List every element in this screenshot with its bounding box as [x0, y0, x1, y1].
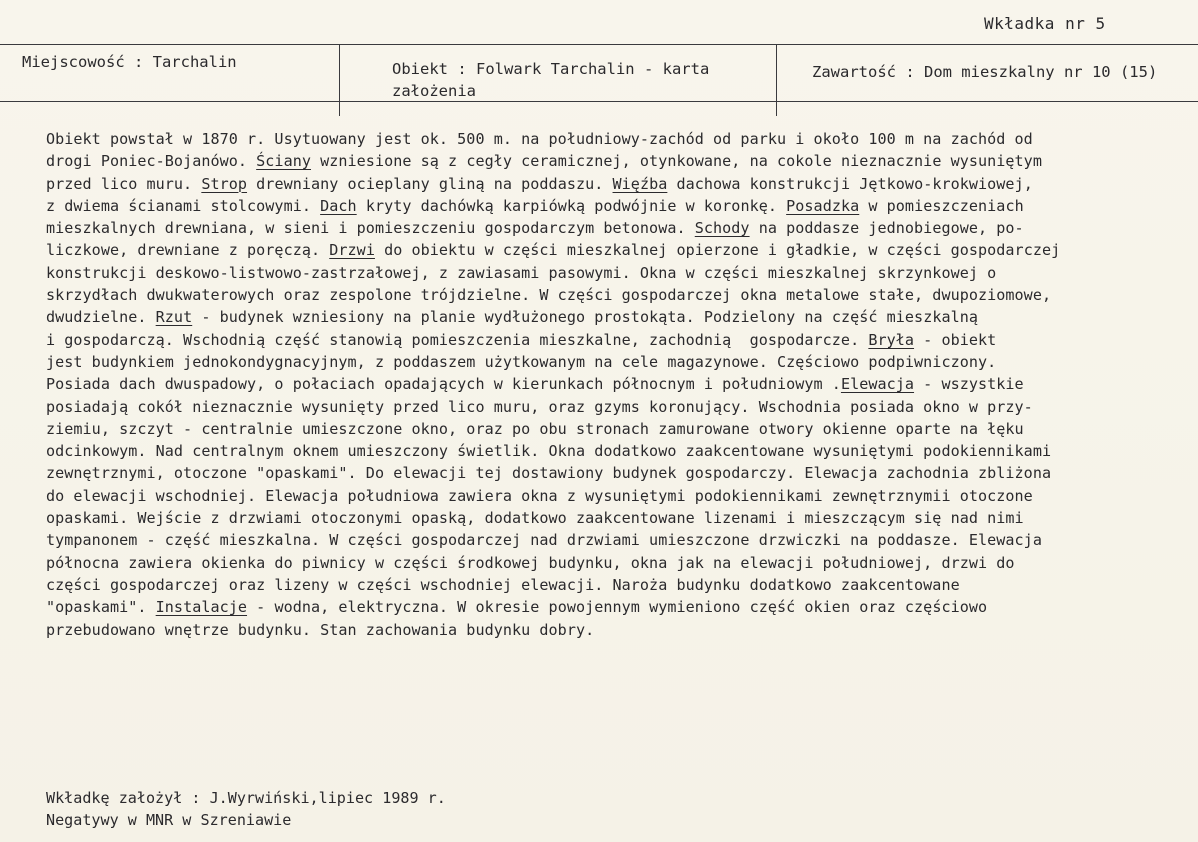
text-segment: posiadają cokół nieznacznie wysunięty przed lico muru, oraz gzyms koronujący. Wschodnia posiada okno w przy- [46, 397, 1033, 416]
text-segment: Posiada dach dwuspadowy, o połaciach opadających w kierunkach północnym i południowym . [46, 375, 841, 394]
text-line [46, 284, 1186, 306]
text-segment: "opaskami". [46, 598, 156, 617]
text-line [46, 574, 1186, 596]
footer-author: Wkładkę założył : J.Wyrwiński,lipiec 1989 r. [46, 789, 446, 807]
text-line [46, 351, 1186, 373]
keyword-underlined: Posadzka [786, 196, 860, 215]
header-object [392, 58, 709, 102]
text-segment: przed lico muru. [46, 174, 202, 193]
text-segment: dwudzielne. [46, 308, 156, 327]
text-segment: w pomieszczeniach [859, 196, 1024, 215]
header-divider-left [339, 44, 340, 116]
header-top-rule [0, 44, 1198, 45]
text-segment: jest budynkiem jednokondygnacyjnym, z poddaszem użytkowanym na cele magazynowe. Częściowo podpiwniczony. [46, 352, 997, 371]
text-segment: drewniany ocieplany gliną na poddaszu. [247, 174, 613, 193]
text-line [46, 195, 1186, 217]
text-line [46, 529, 1186, 551]
header-object-line2: założenia [392, 82, 476, 100]
text-line [46, 329, 1186, 351]
text-line [46, 462, 1186, 484]
text-line [46, 507, 1186, 529]
insert-number: Wkładka nr 5 [984, 14, 1106, 33]
keyword-underlined: Drzwi [329, 241, 375, 260]
keyword-underlined: Instalacje [155, 598, 248, 617]
keyword-underlined: Schody [694, 219, 750, 238]
text-segment: części gospodarczej oraz lizeny w części wschodniej elewacji. Naroża budynku dodatkowo zaakcentowane [46, 575, 960, 594]
keyword-underlined: Rzut [155, 308, 193, 327]
text-segment: liczkowe, drewniane z poręczą. [46, 241, 330, 260]
text-line [46, 440, 1186, 462]
text-segment: - wszystkie [914, 375, 1024, 394]
text-line [46, 596, 1186, 618]
text-line [46, 373, 1186, 395]
keyword-underlined: Strop [201, 174, 248, 193]
text-line [46, 306, 1186, 328]
footer-negatives: Negatywy w MNR w Szreniawie [46, 811, 292, 829]
text-line [46, 262, 1186, 284]
text-segment: zewnętrznymi, otoczone "opaskami". Do elewacji tej dostawiony budynek gospodarczy. Elewacja zachodnia zbliżona [46, 464, 1052, 483]
text-line [46, 128, 1186, 150]
text-line [46, 217, 1186, 239]
header-object-line1: Obiekt : Folwark Tarchalin - karta [392, 60, 710, 78]
keyword-underlined: Ściany [256, 152, 311, 171]
text-segment: - wodna, elektryczna. W okresie powojennym wymieniono część okien oraz częściowo [247, 598, 988, 617]
text-line [46, 619, 1186, 641]
keyword-underlined: Dach [320, 196, 357, 215]
text-segment: tympanonem - część mieszkalna. W części gospodarczej nad drzwiami umieszczone drzwiczki na poddasze. Elewacja [46, 531, 1042, 550]
text-segment: i gospodarczą. Wschodnią część stanowią pomieszczenia mieszkalne, zachodnią gospodarcze. [46, 330, 869, 349]
text-line [46, 150, 1186, 172]
text-line [46, 396, 1186, 418]
text-segment: - budynek wzniesiony na planie wydłużonego prostokąta. Podzielony na część mieszkalną [192, 308, 979, 327]
keyword-underlined: Więźba [612, 174, 668, 193]
text-segment: północna zawiera okienka do piwnicy w części środkowej budynku, okna jak na elewacji południowej, drzwi do [46, 553, 1015, 572]
text-segment: dachowa konstrukcji Jętkowo-krokwiowej, [667, 174, 1033, 193]
text-line [46, 173, 1186, 195]
text-segment: konstrukcji deskowo-listwowo-zastrzałowej, z zawiasami pasowymi. Okna w części mieszkalnej skrzynkowej o [46, 263, 997, 282]
text-segment: do elewacji wschodniej. Elewacja południowa zawiera okna z wysuniętymi podokiennikami zewnętrznymii otoczone [46, 486, 1033, 505]
text-segment: kryty dachówką karpiówką podwójnie w koronkę. [356, 196, 787, 215]
text-segment: drogi Poniec-Bojanówo. [46, 152, 257, 171]
text-segment: ziemiu, szczyt - centralnie umieszczone okno, oraz po obu stronach zamurowane otwory okienne oparte na łęku [46, 419, 1024, 438]
header-place: Miejscowość : Tarchalin [22, 53, 237, 71]
text-segment: - obiekt [914, 330, 997, 349]
text-segment: z dwiema ścianami stolcowymi. [46, 196, 321, 215]
text-segment: do obiektu w części mieszkalnej opierzone i gładkie, w części gospodarczej [374, 241, 1061, 260]
text-line [46, 552, 1186, 574]
text-line [46, 239, 1186, 261]
text-segment: przebudowano wnętrze budynku. Stan zachowania budynku dobry. [46, 620, 595, 639]
text-segment: na poddasze jednobiegowe, po- [749, 219, 1024, 238]
text-segment: skrzydłach dwukwaterowych oraz zespolone trójdzielne. W części gospodarczej okna metalowe stałe, dwupoziomowe, [46, 286, 1052, 305]
text-segment: opaskami. Wejście z drzwiami otoczonymi opaską, dodatkowo zaakcentowane lizenami i mieszczącym się nad nimi [46, 509, 1024, 528]
description-text [46, 128, 1186, 641]
text-segment: mieszkalnych drewniana, w sieni i pomieszczeniu gospodarczym betonowa. [46, 219, 695, 238]
text-segment: Obiekt powstał w 1870 r. Usytuowany jest ok. 500 m. na południowy-zachód od parku i około 100 m na zachód od [46, 130, 1033, 148]
keyword-underlined: Bryła [868, 330, 915, 349]
text-line [46, 485, 1186, 507]
keyword-underlined: Elewacja [840, 375, 915, 394]
header-divider-right [776, 44, 777, 116]
header-content: Zawartość : Dom mieszkalny nr 10 (15) [812, 63, 1158, 81]
text-line [46, 418, 1186, 440]
text-segment: odcinkowym. Nad centralnym oknem umieszczony świetlik. Okna dodatkowo zaakcentowane wysuniętymi podokiennikami [46, 442, 1052, 461]
text-segment: wzniesione są z cegły ceramicznej, otynkowane, na cokole nieznacznie wysuniętym [310, 152, 1042, 171]
